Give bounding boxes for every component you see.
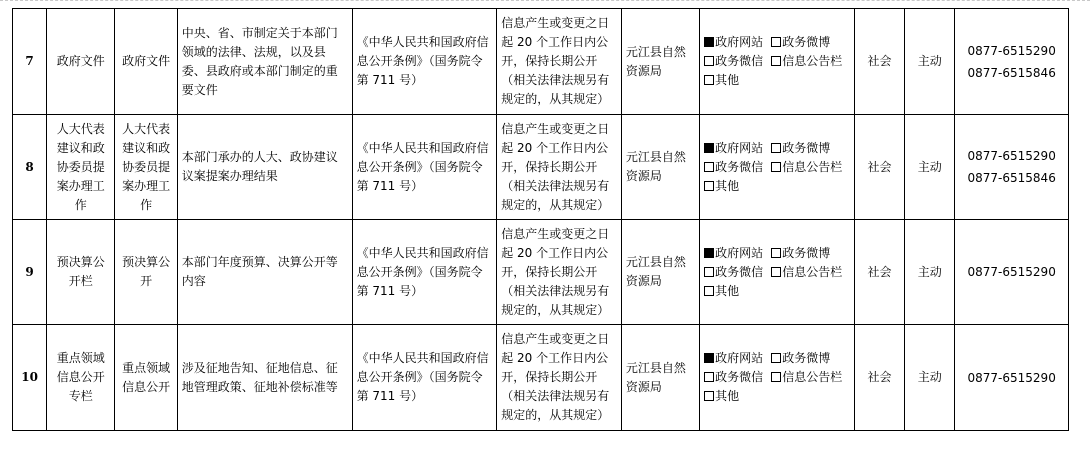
channel-line <box>704 33 850 52</box>
disclosure-timing: 信息产生或变更之日起 20 个工作日内公开，保持长期公开（相关法律法规另有规定的，从其规定） <box>497 325 622 431</box>
unchecked-box-icon <box>771 162 781 172</box>
disclosure-audience: 社会 <box>854 9 904 115</box>
disclosure-content: 中央、省、市制定关于本部门领域的法律、法规，以及县委、县政府或本部门制定的重要文件 <box>177 9 352 115</box>
unchecked-box-icon <box>771 143 781 153</box>
contact-phones <box>955 115 1069 220</box>
unchecked-box-icon <box>771 56 781 66</box>
channel-label: 信息公告栏 <box>782 159 843 174</box>
category-level-2: 人大代表建议和政协委员提案办理工作 <box>115 115 177 220</box>
table-body <box>13 9 1069 431</box>
contact-phone: 0877-6515846 <box>967 65 1056 80</box>
channel-label: 政务微博 <box>782 351 831 365</box>
unchecked-box-icon <box>771 248 781 258</box>
disclosure-table <box>12 8 1069 431</box>
channel-line <box>704 387 850 406</box>
channel-line <box>704 349 850 368</box>
disclosure-channels <box>700 115 855 220</box>
unchecked-box-icon <box>704 391 714 401</box>
channel-label: 其他 <box>715 283 740 298</box>
channel-line <box>704 71 850 90</box>
channel-label: 政府网站 <box>715 351 764 365</box>
checked-box-icon <box>704 143 714 153</box>
category-level-1: 人大代表建议和政协委员提案办理工作 <box>47 115 115 220</box>
disclosure-agency: 元江县自然资源局 <box>621 220 699 325</box>
disclosure-basis: 《中华人民共和国政府信息公开条例》（国务院令第 711 号） <box>352 220 497 325</box>
disclosure-basis: 《中华人民共和国政府信息公开条例》（国务院令第 711 号） <box>352 9 497 115</box>
checked-box-icon <box>704 353 714 363</box>
channel-line <box>704 244 850 263</box>
table-row <box>13 9 1069 115</box>
channel-line <box>704 263 850 282</box>
category-level-2: 政府文件 <box>115 9 177 115</box>
contact-phone: 0877-6515290 <box>967 265 1056 279</box>
disclosure-mode: 主动 <box>905 325 955 431</box>
disclosure-audience: 社会 <box>854 115 904 220</box>
row-number: 10 <box>13 325 47 431</box>
channel-line <box>704 177 850 196</box>
channel-label: 政务微信 <box>715 370 764 384</box>
channel-line <box>704 158 850 177</box>
channel-label: 政府网站 <box>715 245 764 260</box>
disclosure-timing: 信息产生或变更之日起 20 个工作日内公开，保持长期公开（相关法律法规另有规定的，从其规定） <box>497 115 622 220</box>
category-level-1: 政府文件 <box>47 9 115 115</box>
disclosure-basis: 《中华人民共和国政府信息公开条例》（国务院令第 711 号） <box>352 115 497 220</box>
disclosure-content: 涉及征地告知、征地信息、征地管理政策、征地补偿标准等 <box>177 325 352 431</box>
channel-line <box>704 52 850 71</box>
channel-line <box>704 368 850 387</box>
unchecked-box-icon <box>704 286 714 296</box>
checked-box-icon <box>704 37 714 47</box>
contact-phones <box>955 325 1069 431</box>
disclosure-content: 本部门年度预算、决算公开等内容 <box>177 220 352 325</box>
category-level-1: 重点领域信息公开专栏 <box>47 325 115 431</box>
row-number: 7 <box>13 9 47 115</box>
channel-label: 信息公告栏 <box>782 264 843 279</box>
channel-label: 其他 <box>715 178 740 193</box>
disclosure-content: 本部门承办的人大、政协建议议案提案办理结果 <box>177 115 352 220</box>
unchecked-box-icon <box>771 353 781 363</box>
channel-label: 其他 <box>715 389 740 403</box>
disclosure-channels <box>700 325 855 431</box>
unchecked-box-icon <box>771 37 781 47</box>
disclosure-channels <box>700 220 855 325</box>
contact-phone: 0877-6515846 <box>967 171 1056 185</box>
contact-phones <box>955 9 1069 115</box>
channel-line <box>704 282 850 301</box>
row-number: 8 <box>13 115 47 220</box>
disclosure-timing: 信息产生或变更之日起 20 个工作日内公开，保持长期公开（相关法律法规另有规定的，从其规定） <box>497 9 622 115</box>
disclosure-agency: 元江县自然资源局 <box>621 9 699 115</box>
table-row <box>13 220 1069 325</box>
table-row <box>13 115 1069 220</box>
unchecked-box-icon <box>771 372 781 382</box>
channel-label: 其他 <box>715 73 740 87</box>
category-level-2: 重点领域信息公开 <box>115 325 177 431</box>
page-top-rule <box>0 0 1090 7</box>
channel-label: 政务微信 <box>715 54 764 68</box>
category-level-2: 预决算公开 <box>115 220 177 325</box>
disclosure-agency: 元江县自然资源局 <box>621 115 699 220</box>
channel-label: 政府网站 <box>715 140 764 155</box>
channel-label: 信息公告栏 <box>782 370 843 384</box>
channel-label: 政务微博 <box>782 140 831 155</box>
disclosure-timing: 信息产生或变更之日起 20 个工作日内公开，保持长期公开（相关法律法规另有规定的，从其规定） <box>497 220 622 325</box>
channel-label: 政务微博 <box>782 35 831 49</box>
contact-phones <box>955 220 1069 325</box>
disclosure-channels <box>700 9 855 115</box>
disclosure-basis: 《中华人民共和国政府信息公开条例》（国务院令第 711 号） <box>352 325 497 431</box>
disclosure-mode: 主动 <box>905 220 955 325</box>
row-number: 9 <box>13 220 47 325</box>
category-level-1: 预决算公开栏 <box>47 220 115 325</box>
channel-line <box>704 139 850 158</box>
disclosure-audience: 社会 <box>854 220 904 325</box>
disclosure-mode: 主动 <box>905 115 955 220</box>
disclosure-audience: 社会 <box>854 325 904 431</box>
channel-label: 信息公告栏 <box>782 54 843 68</box>
unchecked-box-icon <box>704 56 714 66</box>
unchecked-box-icon <box>771 267 781 277</box>
disclosure-mode: 主动 <box>905 9 955 115</box>
unchecked-box-icon <box>704 267 714 277</box>
contact-phone: 0877-6515290 <box>967 43 1056 58</box>
unchecked-box-icon <box>704 372 714 382</box>
unchecked-box-icon <box>704 75 714 85</box>
channel-label: 政务微博 <box>782 245 831 260</box>
channel-label: 政府网站 <box>715 35 764 49</box>
contact-phone: 0877-6515290 <box>967 370 1056 385</box>
channel-label: 政务微信 <box>715 159 764 174</box>
channel-label: 政务微信 <box>715 264 764 279</box>
checked-box-icon <box>704 248 714 258</box>
contact-phone: 0877-6515290 <box>967 149 1056 163</box>
disclosure-agency: 元江县自然资源局 <box>621 325 699 431</box>
unchecked-box-icon <box>704 162 714 172</box>
table-row <box>13 325 1069 431</box>
unchecked-box-icon <box>704 181 714 191</box>
